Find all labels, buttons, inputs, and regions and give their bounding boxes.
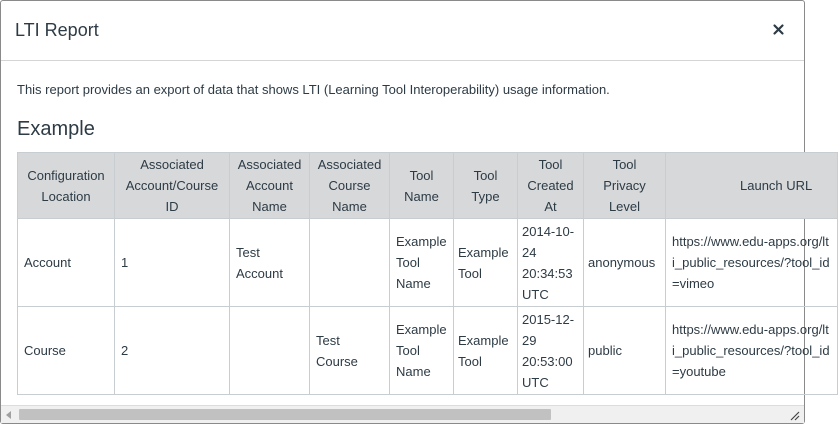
cell-tool-type: Example Tool — [454, 307, 518, 395]
example-heading: Example — [17, 118, 95, 140]
close-button[interactable] — [770, 21, 788, 39]
cell-configuration-location: Account — [18, 219, 115, 307]
table-row — [18, 307, 838, 395]
lti-report-table — [17, 152, 838, 395]
header-associated-id: Associated Account/Course ID — [115, 153, 230, 219]
cell-account-name: Test Account — [230, 219, 310, 307]
cell-tool-type: Example Tool — [454, 219, 518, 307]
header-configuration-location: Configuration Location — [18, 153, 115, 219]
header-tool-type: Tool Type — [454, 153, 518, 219]
cell-tool-privacy-level: public — [584, 307, 666, 395]
dialog-header — [1, 1, 804, 61]
scroll-left-arrow-icon[interactable] — [6, 411, 11, 419]
dialog-title: LTI Report — [15, 20, 99, 40]
cell-course-name — [310, 219, 390, 307]
cell-associated-id: 2 — [115, 307, 230, 395]
header-course-name: Associated Course Name — [310, 153, 390, 219]
close-icon — [770, 21, 788, 39]
dialog-content[interactable] — [1, 61, 830, 405]
report-description: This report provides an export of data that shows LTI (Learning Tool Interoperability) usage information. — [17, 82, 610, 97]
cell-tool-name: Example Tool Name — [390, 307, 454, 395]
header-tool-name: Tool Name — [390, 153, 454, 219]
header-account-name: Associated Account Name — [230, 153, 310, 219]
cell-launch-url: https://www.edu-apps.org/lti_public_resources/?tool_id=youtube — [666, 307, 838, 395]
cell-account-name — [230, 307, 310, 395]
table-row — [18, 219, 838, 307]
cell-tool-created-at: 2014-10-24 20:34:53 UTC — [518, 219, 584, 307]
header-tool-privacy-level: Tool Privacy Level — [584, 153, 666, 219]
table-header-row — [18, 153, 838, 219]
header-launch-url — [666, 153, 838, 219]
cell-course-name: Test Course — [310, 307, 390, 395]
header-launch-url-label: Launch URL — [740, 178, 813, 193]
horizontal-scrollbar[interactable] — [1, 405, 804, 423]
cell-associated-id: 1 — [115, 219, 230, 307]
cell-tool-name: Example Tool Name — [390, 219, 454, 307]
cell-tool-created-at: 2015-12-29 20:53:00 UTC — [518, 307, 584, 395]
scrollbar-thumb[interactable] — [19, 409, 551, 420]
resize-grip-icon[interactable] — [788, 409, 800, 421]
header-tool-created-at: Tool Created At — [518, 153, 584, 219]
cell-launch-url: https://www.edu-apps.org/lti_public_resources/?tool_id=vimeo — [666, 219, 838, 307]
cell-tool-privacy-level: anonymous — [584, 219, 666, 307]
cell-configuration-location: Course — [18, 307, 115, 395]
